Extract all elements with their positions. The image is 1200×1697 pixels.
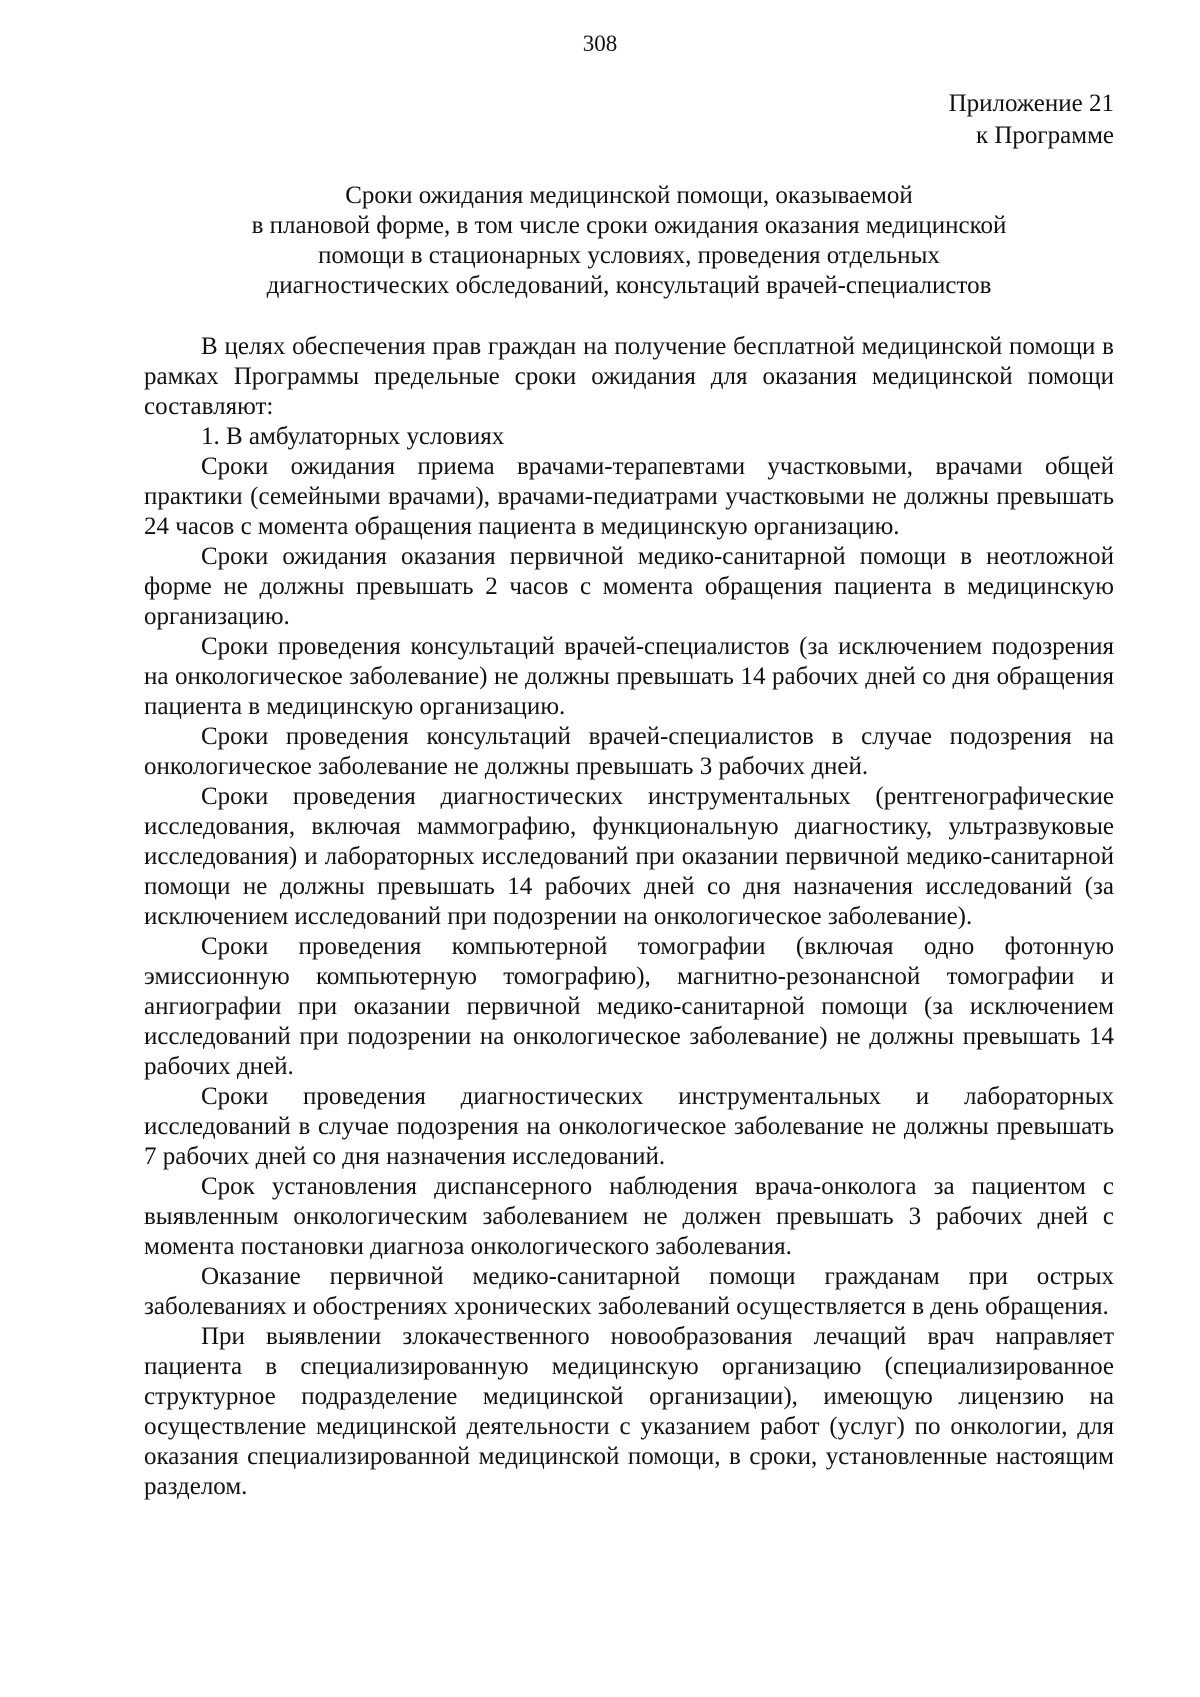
- page-number: 308: [582, 31, 618, 56]
- title-line: Сроки ожидания медицинской помощи, оказываемой: [345, 182, 913, 209]
- appendix-line: к Программе: [975, 122, 1114, 149]
- paragraph: Сроки проведения консультаций врачей-специалистов в случае подозрения на онкологическое заболевание не должны превышать 3 рабочих дней.: [144, 723, 1114, 780]
- title-line: помощи в стационарных условиях, проведения отдельных: [318, 242, 940, 269]
- title-line: диагностических обследований, консультаций врачей-специалистов: [266, 272, 992, 299]
- document-title: [144, 181, 1114, 301]
- document-body: [144, 332, 1114, 1502]
- paragraph: Сроки проведения диагностических инструментальных (рентгенографические исследования, включая маммографию, функциональную диагностику, ультразвуковые исследования) и лабораторных исследований при оказании первичной медико-санитарной помощи не должны превышать 14 рабочих дней со дня назначения исследований (за исключением исследований при подозрении на онкологическое заболевание).: [144, 783, 1114, 930]
- title-line: в плановой форме, в том числе сроки ожидания оказания медицинской: [251, 212, 1007, 239]
- paragraph: Оказание первичной медико-санитарной помощи гражданам при острых заболеваниях и обострениях хронических заболеваний осуществляется в день обращения.: [144, 1263, 1114, 1320]
- paragraph: При выявлении злокачественного новообразования лечащий врач направляет пациента в специализированную медицинскую организацию (специализированное структурное подразделение медицинской организации), имеющую лицензию на осуществление медицинской деятельности с указанием работ (услуг) по онкологии, для оказания специализированной медицинской помощи, в сроки, установленные настоящим разделом.: [144, 1323, 1114, 1500]
- paragraph: 1. В амбулаторных условиях: [201, 423, 505, 450]
- paragraph: В целях обеспечения прав граждан на получение бесплатной медицинской помощи в рамках Программы предельные сроки ожидания для оказания медицинской помощи составляют:: [144, 333, 1114, 420]
- paragraph: Сроки проведения компьютерной томографии (включая одно фотонную эмиссионную компьютерную томографию), магнитно-резонансной томографии и ангиографии при оказании первичной медико-санитарной помощи (за исключением исследований при подозрении на онкологическое заболевание) не должны превышать 14 рабочих дней.: [144, 933, 1114, 1080]
- appendix-header: [949, 88, 1114, 152]
- paragraph: Сроки проведения диагностических инструментальных и лабораторных исследований в случае подозрения на онкологическое заболевание не должны превышать 7 рабочих дней со дня назначения исследований.: [144, 1083, 1114, 1170]
- paragraph: Сроки проведения консультаций врачей-специалистов (за исключением подозрения на онкологическое заболевание) не должны превышать 14 рабочих дней со дня обращения пациента в медицинскую организацию.: [144, 633, 1114, 720]
- paragraph: Срок установления диспансерного наблюдения врача-онколога за пациентом с выявленным онкологическим заболеванием не должен превышать 3 рабочих дней с момента постановки диагноза онкологического заболевания.: [144, 1173, 1114, 1260]
- appendix-line: Приложение 21: [948, 90, 1114, 117]
- paragraph: Сроки ожидания оказания первичной медико-санитарной помощи в неотложной форме не должны превышать 2 часов с момента обращения пациента в медицинскую организацию.: [144, 543, 1114, 630]
- paragraph: Сроки ожидания приема врачами-терапевтами участковыми, врачами общей практики (семейными врачами), врачами-педиатрами участковыми не должны превышать 24 часов с момента обращения пациента в медицинскую организацию.: [144, 453, 1114, 540]
